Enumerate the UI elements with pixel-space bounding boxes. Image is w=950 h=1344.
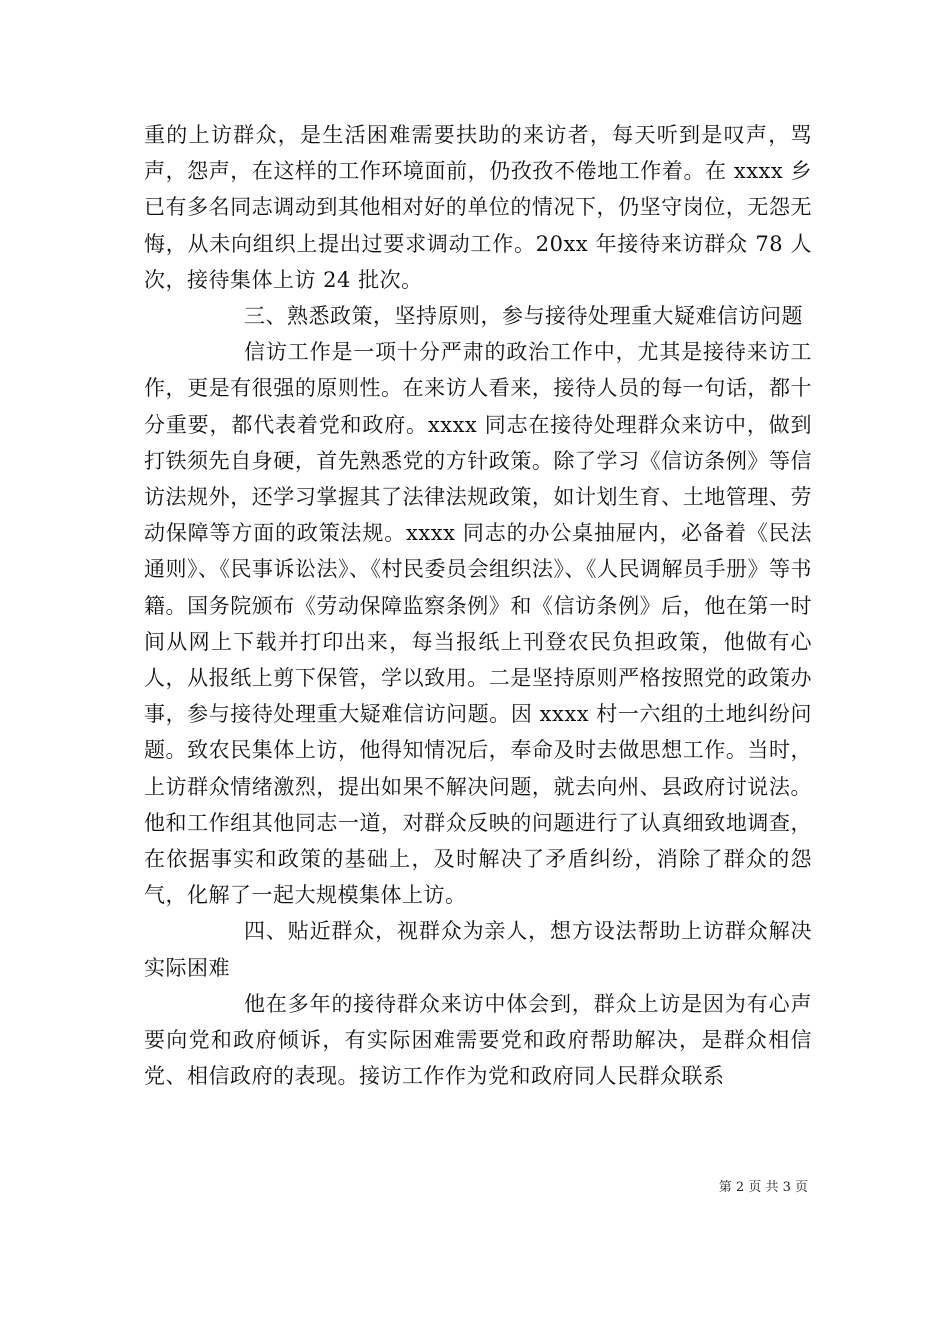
body-paragraph-section-four: 他在多年的接待群众来访中体会到，群众上访是因为有心声要向党和政府倾诉，有实际困难需要党和政府帮助解决，是群众相信党、相信政府的表现。接访工作作为党和政府同人民群众联系 (144, 991, 812, 1089)
body-paragraph-section-three: 信访工作是一项十分严肃的政治工作中，尤其是接待来访工作，更是有很强的原则性。在来访人看来，接待人员的每一句话，都十分重要，都代表着党和政府。xxxx 同志在接待处理群众来访中，做到打铁须先自身硬，首先熟悉党的方针政策。除了学习《信访条例》等信访法规外，还学习掌握其了法律法规政策，如计划生育、土地管理、劳动保障等方面的政策法规。xxxx 同志的办公桌抽屉内，必备着《民法通则》、《民事诉讼法》、《村民委员会组织法》、《人民调解员手册》等书籍。国务院颁布《劳动保障监察条例》和《信访条例》后，他在第一时间从网上下载并打印出来，每当报纸上刊登农民负担政策，他做有心人，从报纸上剪下保管，学以致用。二是坚持原则严格按照党的政策办事，参与接待处理重大疑难信访问题。因 xxxx 村一六组的土地纠纷问题。致农民集体上访，他得知情况后，奉命及时去做思想工作。当时，上访群众情绪激烈，提出如果不解决问题，就去向州、县政府讨说法。他和工作组其他同志一道，对群众反映的问题进行了认真细致地调查，在依据事实和政策的基础上，及时解决了矛盾纠纷，消除了群众的怨气，化解了一起大规模集体上访。 (144, 340, 812, 908)
section-heading-three: 三、熟悉政策，坚持原则，参与接待处理重大疑难信访问题 (244, 304, 803, 329)
document-body (144, 117, 812, 1094)
page-number-footer: 第 2 页 共 3 页 (718, 1180, 808, 1195)
section-heading-four: 四、贴近群众，视群众为亲人，想方设法帮助上访群众解决实际困难 (144, 919, 812, 980)
body-paragraph-continued: 重的上访群众，是生活困难需要扶助的来访者，每天听到是叹声，骂声，怨声，在这样的工作环境面前，仍孜孜不倦地工作着。在 xxxx 乡已有多名同志调动到其他相对好的单位的情况下，仍坚守岗位，无怨无悔，从未向组织上提出过要求调动工作。20xx 年接待来访群众 78 人次，接待集体上访 24 批次。 (144, 123, 812, 292)
